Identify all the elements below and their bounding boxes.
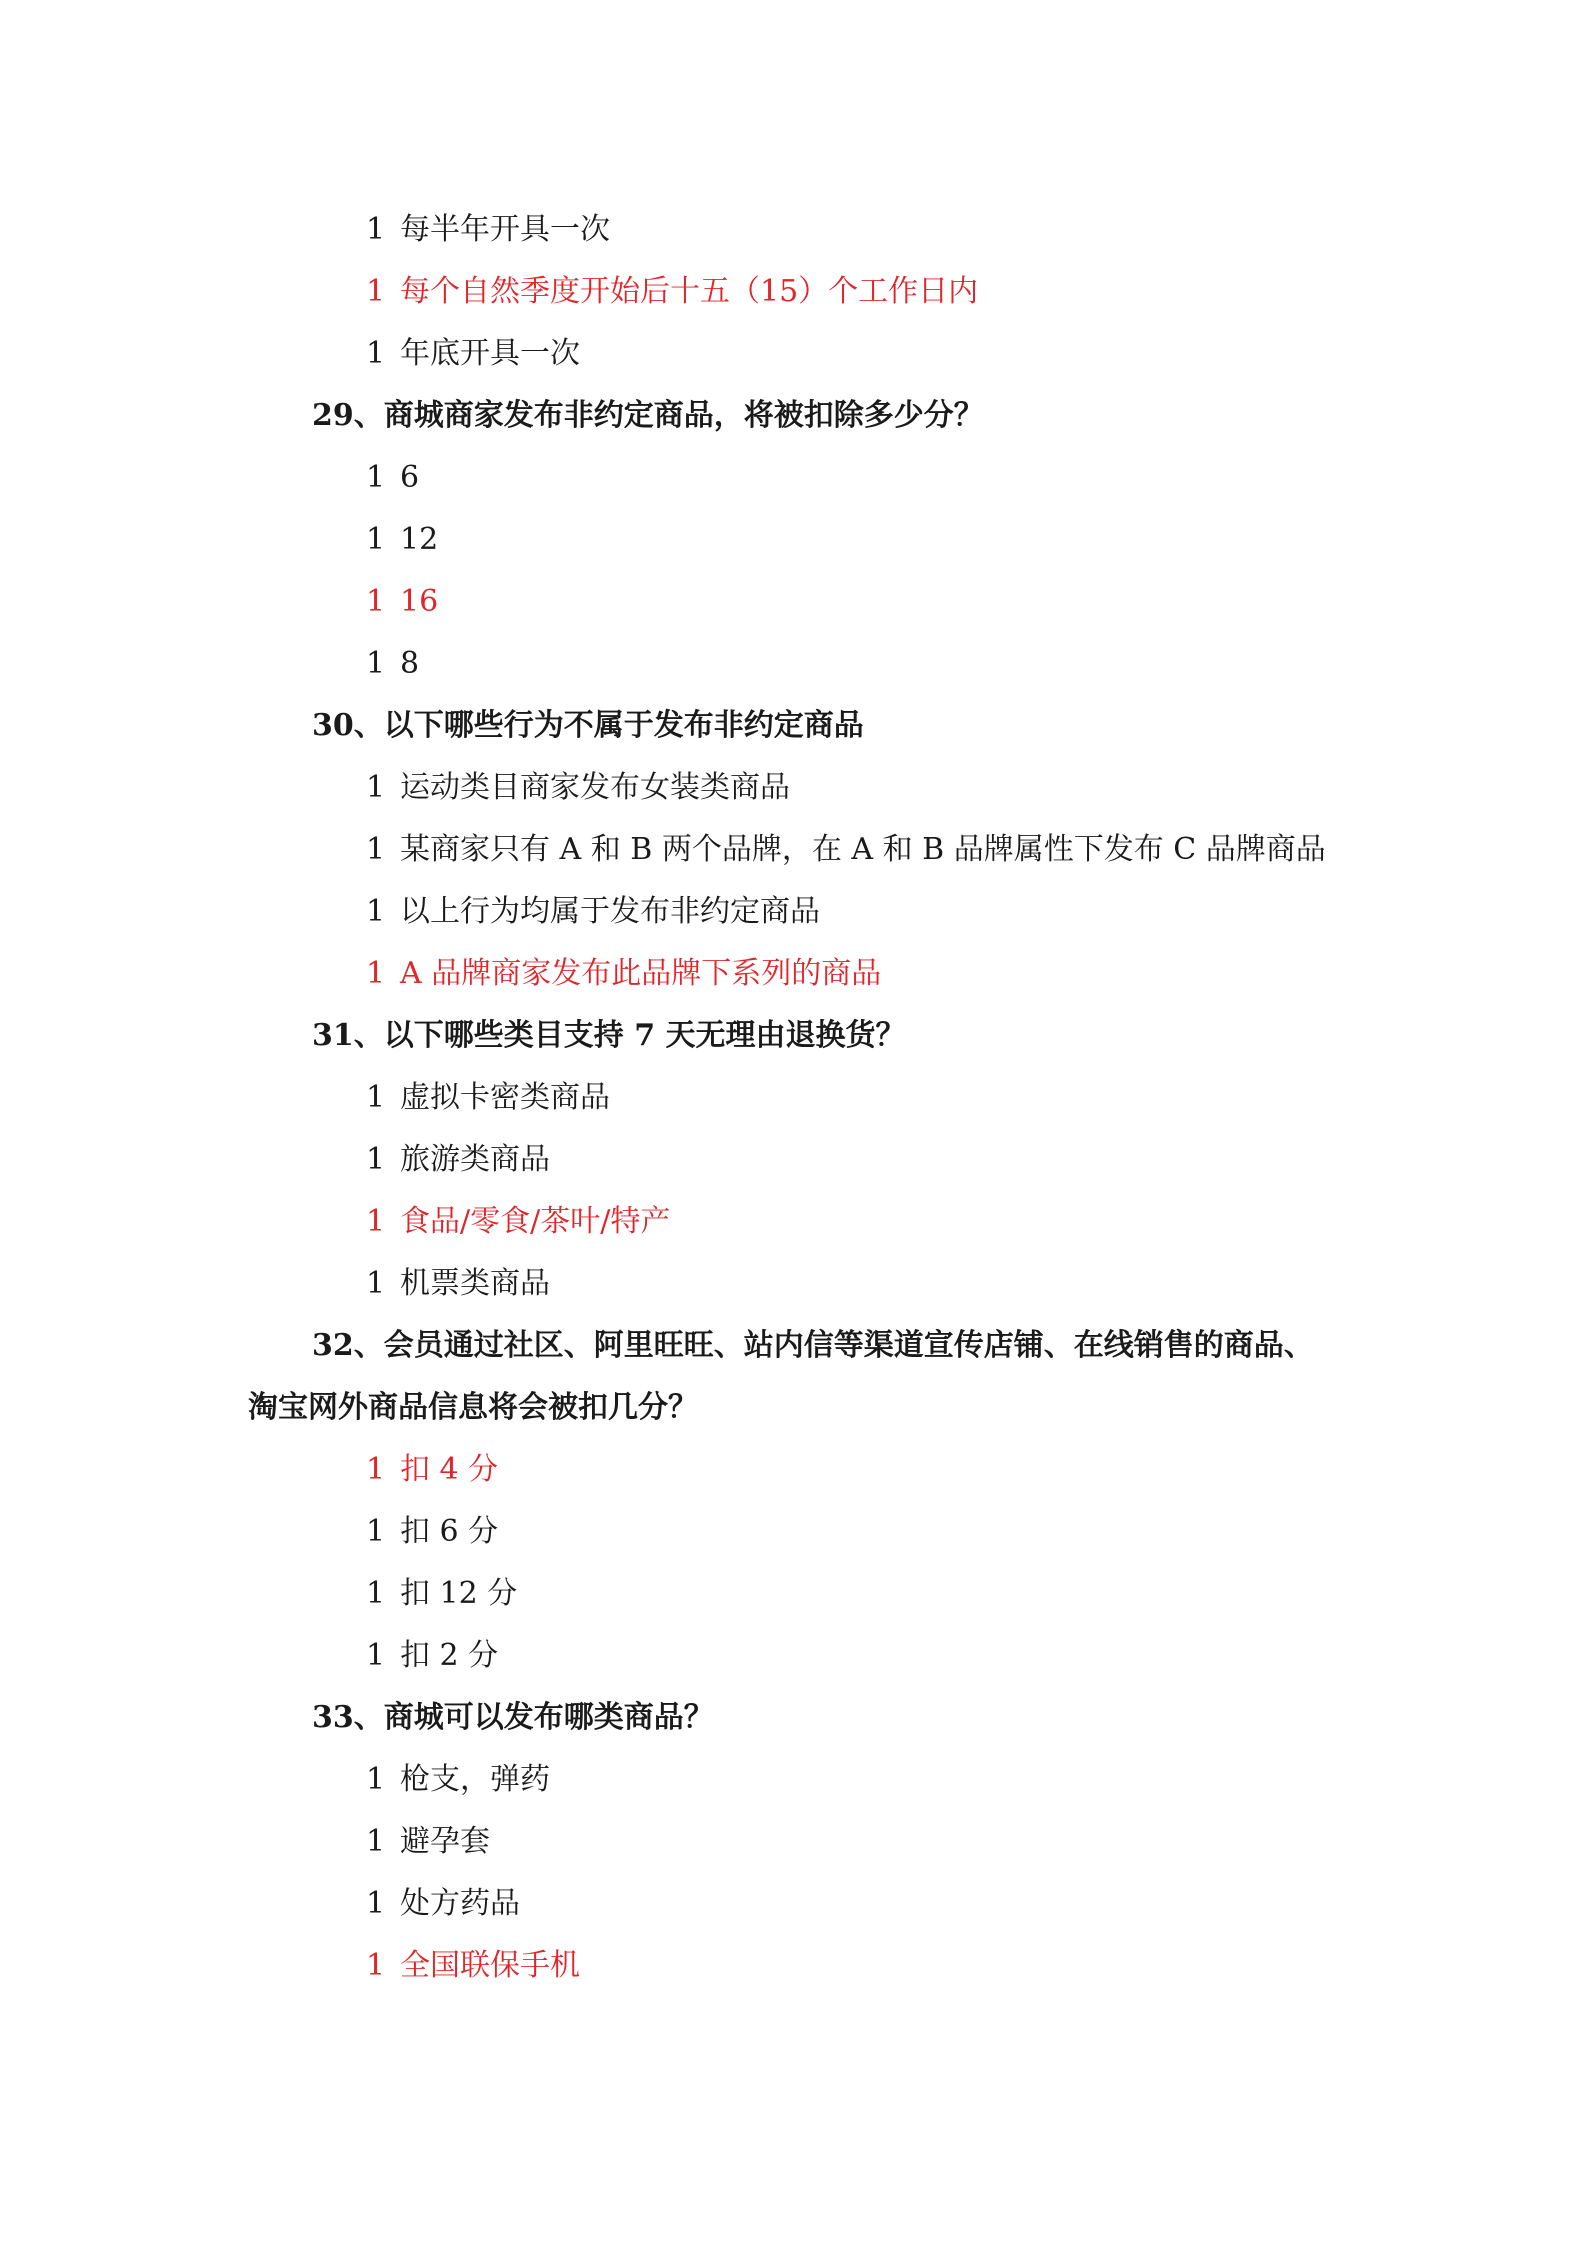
option-line xyxy=(366,1078,610,1118)
option-text: 某商家只有 A 和 B 两个品牌，在 A 和 B 品牌属性下发布 C 品牌商品 xyxy=(400,832,1326,867)
option-line xyxy=(366,1512,498,1552)
option-line xyxy=(366,1760,550,1800)
option-text: 扣 6 分 xyxy=(400,1514,499,1549)
option-bullet: 1 xyxy=(366,1824,386,1859)
option-line xyxy=(366,334,580,374)
question-32-title-continued: 淘宝网外商品信息将会被扣几分？ xyxy=(248,1390,698,1425)
option-bullet: 1 xyxy=(366,212,386,247)
option-bullet: 1 xyxy=(366,1266,386,1301)
option-bullet: 1 xyxy=(366,646,386,681)
option-bullet: 1 xyxy=(366,1576,386,1611)
option-text: 12 xyxy=(400,522,439,557)
option-bullet: 1 xyxy=(366,1886,386,1921)
option-text: 虚拟卡密类商品 xyxy=(400,1080,610,1115)
option-bullet: 1 xyxy=(366,832,386,867)
option-line xyxy=(366,644,419,684)
option-text: 扣 12 分 xyxy=(400,1576,518,1611)
option-bullet: 1 xyxy=(366,336,386,371)
question-31-title: 31、以下哪些类目支持 7 天无理由退换货？ xyxy=(312,1018,906,1053)
option-line-correct xyxy=(366,272,978,312)
option-text: 16 xyxy=(400,584,439,619)
question-32-title: 32、会员通过社区、阿里旺旺、站内信等渠道宣传店铺、在线销售的商品、 xyxy=(312,1328,1314,1363)
option-bullet: 1 xyxy=(366,1948,386,1983)
option-bullet: 1 xyxy=(366,1452,386,1487)
option-line-correct xyxy=(366,582,438,622)
option-bullet: 1 xyxy=(366,770,386,805)
option-line-correct xyxy=(366,954,881,994)
option-text: 年底开具一次 xyxy=(400,336,580,371)
option-bullet: 1 xyxy=(366,1142,386,1177)
option-line xyxy=(366,1884,520,1924)
option-line xyxy=(366,892,820,932)
option-text: 枪支，弹药 xyxy=(400,1762,550,1797)
option-text: 每个自然季度开始后十五（15）个工作日内 xyxy=(400,274,979,309)
option-text: 以上行为均属于发布非约定商品 xyxy=(400,894,820,929)
question-29-title: 29、商城商家发布非约定商品，将被扣除多少分？ xyxy=(312,398,984,433)
option-text: 机票类商品 xyxy=(400,1266,550,1301)
option-text: 8 xyxy=(400,646,420,681)
option-bullet: 1 xyxy=(366,956,386,991)
option-bullet: 1 xyxy=(366,1080,386,1115)
option-bullet: 1 xyxy=(366,1762,386,1797)
option-bullet: 1 xyxy=(366,894,386,929)
option-line xyxy=(366,1636,498,1676)
option-text: 食品/零食/茶叶/特产 xyxy=(400,1204,671,1239)
option-text: 运动类目商家发布女装类商品 xyxy=(400,770,790,805)
option-line xyxy=(366,1822,490,1862)
option-text: 全国联保手机 xyxy=(400,1948,580,1983)
option-line xyxy=(366,768,790,808)
option-text: A 品牌商家发布此品牌下系列的商品 xyxy=(400,956,882,991)
option-bullet: 1 xyxy=(366,584,386,619)
option-line-correct xyxy=(366,1202,670,1242)
option-line-correct xyxy=(366,1450,498,1490)
question-33-title: 33、商城可以发布哪类商品？ xyxy=(312,1700,714,1735)
option-line-correct xyxy=(366,1946,580,1986)
option-bullet: 1 xyxy=(366,274,386,309)
option-text: 旅游类商品 xyxy=(400,1142,550,1177)
option-text: 扣 2 分 xyxy=(400,1638,499,1673)
option-text: 处方药品 xyxy=(400,1886,520,1921)
option-text: 避孕套 xyxy=(400,1824,490,1859)
option-bullet: 1 xyxy=(366,1638,386,1673)
option-line xyxy=(366,1140,550,1180)
option-bullet: 1 xyxy=(366,522,386,557)
option-text: 扣 4 分 xyxy=(400,1452,499,1487)
option-line xyxy=(366,1574,517,1614)
option-bullet: 1 xyxy=(366,1514,386,1549)
option-text: 6 xyxy=(400,460,420,495)
option-text: 每半年开具一次 xyxy=(400,212,610,247)
option-bullet: 1 xyxy=(366,460,386,495)
option-line xyxy=(366,1264,550,1304)
option-bullet: 1 xyxy=(366,1204,386,1239)
option-line xyxy=(366,458,419,498)
option-line xyxy=(366,520,438,560)
question-30-title: 30、以下哪些行为不属于发布非约定商品 xyxy=(312,708,864,743)
option-line xyxy=(366,830,1326,870)
option-line xyxy=(366,210,610,250)
